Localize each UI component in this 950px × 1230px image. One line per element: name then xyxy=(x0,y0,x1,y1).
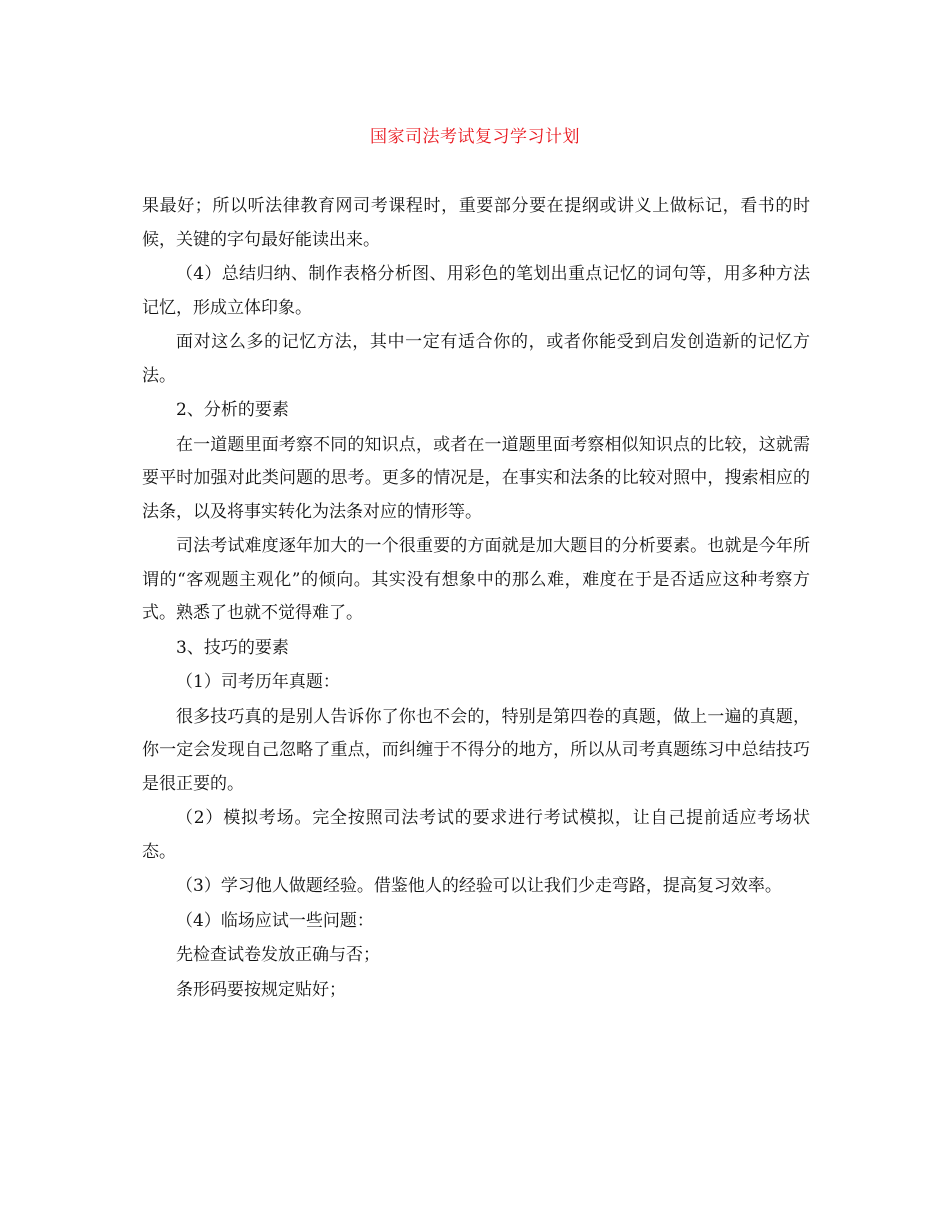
paragraph: （4）临场应试一些问题： xyxy=(176,910,374,931)
paragraph: 3、技巧的要素 xyxy=(176,637,289,658)
paragraph: 先检查试卷发放正确与否； xyxy=(176,945,380,965)
document-body xyxy=(142,190,810,1008)
paragraph: 在一道题里面考察不同的知识点，或者在一道题里面考察相似知识点的比较，这就需要平时加强对此类问题的思考。更多的情况是，在事实和法条的比较对照中，搜索相应的法条，以及将事实转化为法条对应的情形等。 xyxy=(142,434,810,522)
document-title: 国家司法考试复习学习计划 xyxy=(370,127,580,147)
paragraph: 2、分析的要素 xyxy=(176,400,289,420)
paragraph: （1）司考历年真题： xyxy=(176,672,340,692)
paragraph: 很多技巧真的是别人告诉你了你也不会的，特别是第四卷的真题，做上一遍的真题，你一定会发现自己忽略了重点，而纠缠于不得分的地方，所以从司考真题练习中总结技巧是很正要的。 xyxy=(142,706,810,794)
paragraph: （3）学习他人做题经验。借鉴他人的经验可以让我们少走弯路，提高复习效率。 xyxy=(176,876,782,896)
paragraph: （4）总结归纳、制作表格分析图、用彩色的笔划出重点记忆的词句等，用多种方法记忆，形成立体印象。 xyxy=(142,264,810,318)
paragraph: 条形码要按规定贴好； xyxy=(176,979,346,1000)
paragraph: 面对这么多的记忆方法，其中一定有适合你的，或者你能受到启发创造新的记忆方法。 xyxy=(142,332,810,386)
paragraph: （2）模拟考场。完全按照司法考试的要求进行考试模拟，让自己提前适应考场状态。 xyxy=(142,808,810,862)
paragraph: 司法考试难度逐年加大的一个很重要的方面就是加大题目的分析要素。也就是今年所谓的“客观题主观化”的倾向。其实没有想象中的那么难，难度在于是否适应这种考察方式。熟悉了也就不觉得难了。 xyxy=(142,536,810,623)
paragraph: 果最好；所以听法律教育网司考课程时，重要部分要在提纲或讲义上做标记，看书的时候，关键的字句最好能读出来。 xyxy=(142,196,810,250)
